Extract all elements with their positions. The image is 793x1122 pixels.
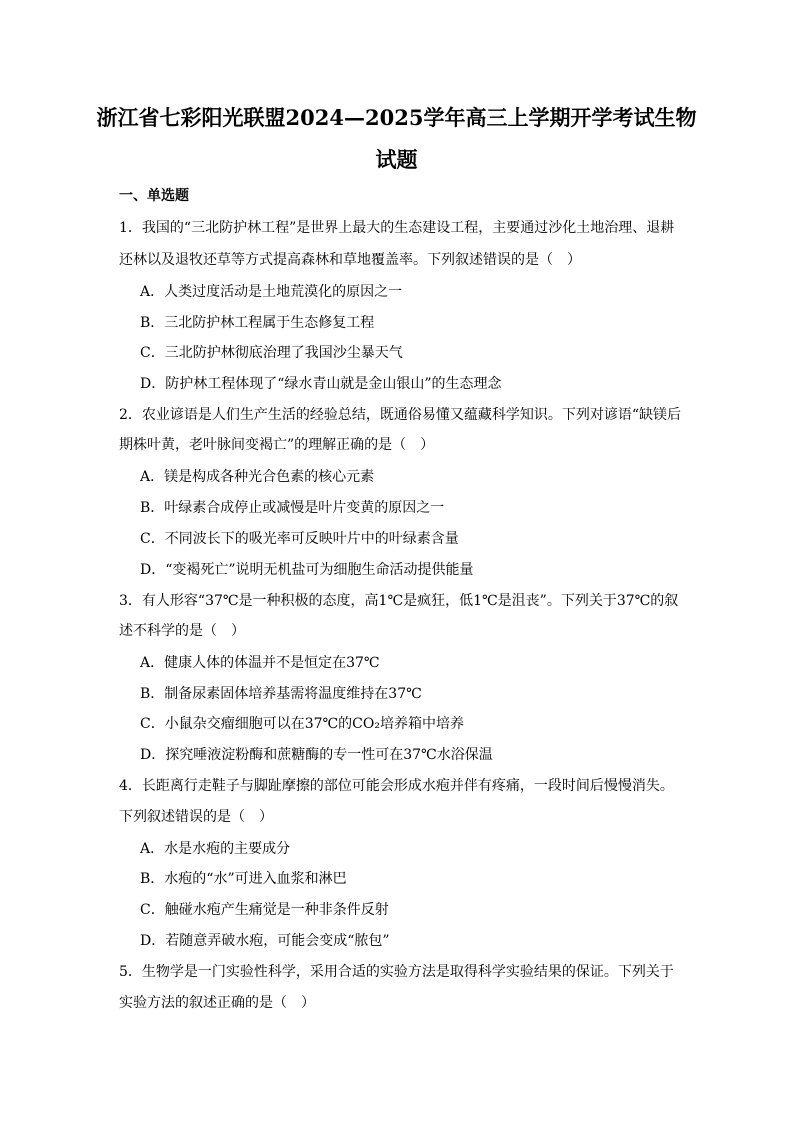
question-1-line-1: 1．我国的“三北防护林工程”是世界上最大的生态建设工程，主要通过沙化土地治理、退耕 [119, 220, 675, 236]
question-1-option-d: D．防护林工程体现了“绿水青山就是金山银山”的生态理念 [140, 376, 502, 392]
question-4-option-c: C．触碰水疱产生痛觉是一种非条件反射 [140, 902, 389, 918]
question-1-line-2: 还林以及退牧还草等方式提高森林和草地覆盖率。下列叙述错误的是（ ） [119, 252, 581, 268]
question-2-line-2: 期株叶黄，老叶脉间变褐亡”的理解正确的是（ ） [119, 437, 435, 453]
question-3-line-2: 述不科学的是（ ） [119, 623, 245, 639]
question-2-option-a: A．镁是构成各种光合色素的核心元素 [140, 469, 375, 485]
question-4-option-a: A．水是水疱的主要成分 [140, 841, 291, 857]
question-2-option-b: B．叶绿素合成停止或减慢是叶片变黄的原因之一 [140, 500, 445, 516]
question-3-option-c: C．小鼠杂交瘤细胞可以在37℃的CO₂培养箱中培养 [140, 716, 464, 732]
question-4-line-1: 4．长距离行走鞋子与脚趾摩擦的部位可能会形成水疱并伴有疼痛，一段时间后慢慢消失。 [119, 778, 674, 794]
question-4-line-2: 下列叙述错误的是（ ） [119, 809, 273, 825]
question-3-option-d: D．探究唾液淀粉酶和蔗糖酶的专一性可在37℃水浴保温 [140, 747, 493, 763]
question-5-line-2: 实验方法的叙述正确的是（ ） [119, 995, 315, 1011]
question-2-option-d: D．“变褐死亡”说明无机盐可为细胞生命活动提供能量 [140, 562, 474, 578]
question-2-option-c: C．不同波长下的吸光率可反映叶片中的叶绿素含量 [140, 531, 459, 547]
question-1-option-b: B．三北防护林工程属于生态修复工程 [140, 315, 375, 331]
question-1-option-a: A．人类过度活动是土地荒漠化的原因之一 [140, 284, 403, 300]
question-2-line-1: 2．农业谚语是人们生产生活的经验总结，既通俗易懂又蕴藏科学知识。下列对谚语“缺镁后 [119, 407, 682, 423]
question-4-option-b: B．水疱的“水”可进入血浆和淋巴 [140, 871, 347, 887]
question-3-option-b: B．制备尿素固体培养基需将温度维持在37℃ [140, 686, 422, 702]
document-title-line-1: 浙江省七彩阳光联盟2024—2025学年高三上学期开学考试生物 [96, 105, 697, 130]
question-3-line-1: 3．有人形容“37℃是一种积极的态度，高1℃是疯狂，低1℃是沮丧”。下列关于37℃的叙 [119, 593, 679, 609]
question-4-option-d: D．若随意弄破水疱，可能会变成“脓包” [140, 933, 390, 949]
document-title-line-2: 试题 [375, 147, 418, 172]
section-heading: 一、单选题 [119, 188, 189, 204]
question-5-line-1: 5．生物学是一门实验性科学，采用合适的实验方法是取得科学实验结果的保证。下列关于 [119, 964, 674, 980]
question-3-option-a: A．健康人体的体温并不是恒定在37℃ [140, 655, 380, 671]
question-1-option-c: C．三北防护林彻底治理了我国沙尘暴天气 [140, 345, 403, 361]
